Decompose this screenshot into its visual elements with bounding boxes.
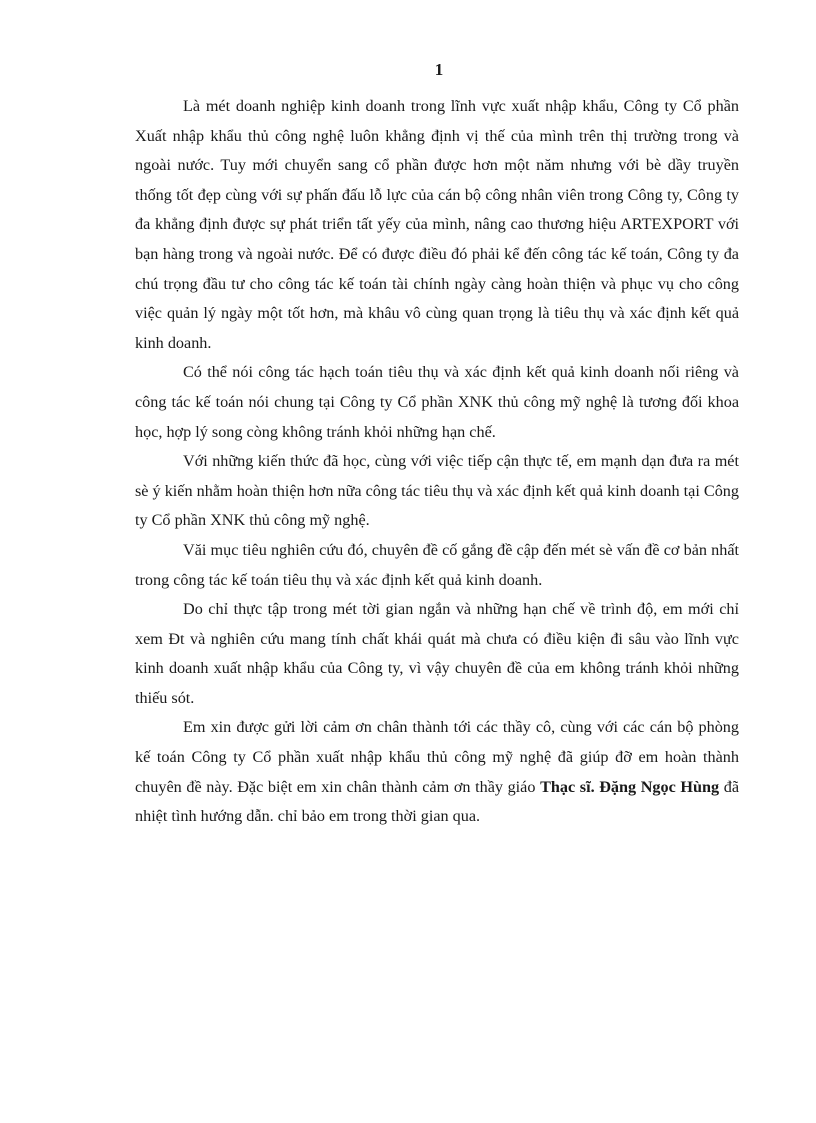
- advisor-name: Thạc sĩ. Đặng Ngọc Hùng: [540, 777, 720, 796]
- paragraph-limitations: Do chỉ thực tập trong mét tời gian ngắn và những hạn chế về trình độ, em mới chỉ xem Đt và nghiên cứu mang tính chất khái quát mà chưa có điều kiện đi sâu vào lĩnh vực kinh doanh xuất nhập khẩu của Công ty, vì vậy chuyên đề của em không tránh khỏi những thiếu sót.: [135, 600, 739, 707]
- paragraph-objective: Văi mục tiêu nghiên cứu đó, chuyên đề cố gắng đề cập đến mét sè vấn đề cơ bản nhất trong công tác kế toán tiêu thụ và xác định kết quả kinh doanh.: [135, 540, 739, 589]
- paragraph-acknowledgement: [135, 713, 739, 831]
- page-number: 1: [434, 60, 444, 79]
- paragraph-introduction: Là mét doanh nghiệp kinh doanh trong lĩnh vực xuất nhập khẩu, Công ty Cổ phần Xuất nhập khẩu thủ công nghệ luôn khẳng định vị thế của mình trên thị trường trong và ngoài nước. Tuy mới chuyển sang cổ phần được hơn một năm nhưng với bè dầy truyền thống tốt đẹp cùng với sự phấn đấu lỗ lực của cán bộ công nhân viên trong Công ty, Công ty đa khẳng định được sự phát triển tất yếy của mình, nâng cao thương hiệu ARTEXPORT với bạn hàng trong và ngoài nước. Để có được điều đó phải kể đến công tác kế toán, Công ty đa chú trọng đầu tư cho công tác kế toán tài chính ngày càng hoàn thiện và phục vụ cho công việc quản lý ngày một tốt hơn, mà khâu vô cùng quan trọng là tiêu thụ và xác định kết quả kinh doanh.: [135, 97, 739, 352]
- paragraph-assessment: Có thể nói công tác hạch toán tiêu thụ và xác định kết quả kinh doanh nối riêng và công tác kế toán nói chung tại Công ty Cổ phần XNK thủ công mỹ nghệ là tương đối khoa học, hợp lý song còng không tránh khỏi những hạn chế.: [135, 363, 739, 441]
- document-body: [135, 92, 739, 832]
- paragraph-proposal: Với những kiến thức đã học, cùng với việc tiếp cận thực tế, em mạnh dạn đưa ra mét sè ý kiến nhằm hoàn thiện hơn nữa công tác tiêu thụ và xác định kết quả kinh doanh tại Công ty Cổ phần XNK thủ công mỹ nghệ.: [135, 452, 739, 530]
- acknowledgement-text: Em xin được gửi lời cảm ơn chân thành tới các thầy cô, cùng với các cán bộ phòng kế toán Công ty Cổ phần xuất nhập khẩu thủ công mỹ nghệ đã giúp đỡ em hoàn thành chuyên đề này. Đặc biệt em xin chân thành cảm ơn thầy giáo: [135, 718, 739, 796]
- acknowledgement-ending: đã nhiệt tình hướng dẫn. chỉ bảo em trong thời gian qua.: [135, 777, 740, 826]
